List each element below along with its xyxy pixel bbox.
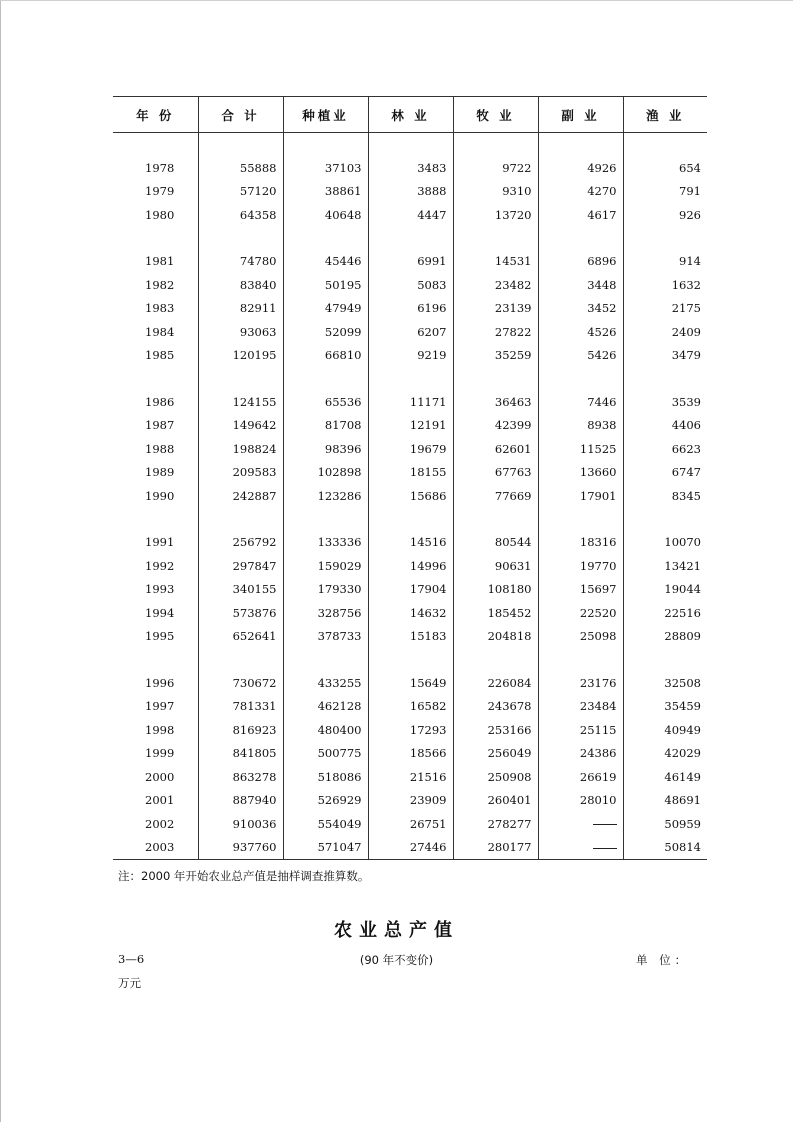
- animal-husbandry-cell: 256049: [453, 742, 538, 766]
- forestry-cell: 9219: [368, 344, 453, 368]
- table-row: [113, 671, 707, 695]
- group-gap: [113, 648, 707, 671]
- year-cell: 1991: [145, 535, 175, 550]
- total-cell: 652641: [198, 625, 283, 649]
- table-row: [113, 765, 707, 789]
- no-data-dash: [593, 848, 617, 849]
- year-cell: 1980: [145, 207, 175, 222]
- table-row: [113, 320, 707, 344]
- crops-cell: 480400: [283, 718, 368, 742]
- total-cell: 863278: [198, 765, 283, 789]
- header-crops: 种植业: [283, 97, 368, 133]
- group-gap: [113, 508, 707, 531]
- fishery-cell: 10070: [623, 531, 707, 555]
- table-row: [113, 718, 707, 742]
- total-cell: 730672: [198, 671, 283, 695]
- forestry-cell: 15686: [368, 484, 453, 508]
- animal-husbandry-cell: 280177: [453, 836, 538, 860]
- sideline-cell: [538, 836, 623, 860]
- forestry-cell: 15183: [368, 625, 453, 649]
- total-cell: 573876: [198, 601, 283, 625]
- header-forestry: 林 业: [368, 97, 453, 133]
- animal-husbandry-cell: 260401: [453, 789, 538, 813]
- crops-cell: 159029: [283, 554, 368, 578]
- year-cell: 1996: [145, 675, 175, 690]
- animal-husbandry-cell: 9310: [453, 180, 538, 204]
- forestry-cell: 11171: [368, 390, 453, 414]
- sideline-cell: 4926: [538, 156, 623, 180]
- animal-husbandry-cell: 77669: [453, 484, 538, 508]
- animal-husbandry-cell: 42399: [453, 414, 538, 438]
- table-footnote: 注：2000 年开始农业总产值是抽样调查推算数。: [118, 869, 370, 883]
- total-cell: 55888: [198, 156, 283, 180]
- header-sideline: 副 业: [538, 97, 623, 133]
- fishery-cell: 1632: [623, 273, 707, 297]
- forestry-cell: 14632: [368, 601, 453, 625]
- animal-husbandry-cell: 23139: [453, 297, 538, 321]
- next-table-title: 农业总产值: [334, 920, 459, 941]
- fishery-cell: 48691: [623, 789, 707, 813]
- table-row: [113, 554, 707, 578]
- crops-cell: 571047: [283, 836, 368, 860]
- total-cell: 887940: [198, 789, 283, 813]
- sideline-cell: 23484: [538, 695, 623, 719]
- sideline-cell: 28010: [538, 789, 623, 813]
- sideline-cell: 17901: [538, 484, 623, 508]
- forestry-cell: 6207: [368, 320, 453, 344]
- total-cell: 937760: [198, 836, 283, 860]
- table-row: [113, 250, 707, 274]
- animal-husbandry-cell: 80544: [453, 531, 538, 555]
- total-cell: 242887: [198, 484, 283, 508]
- animal-husbandry-cell: 36463: [453, 390, 538, 414]
- fishery-cell: 50814: [623, 836, 707, 860]
- year-cell: 1990: [145, 488, 175, 503]
- year-cell: 1985: [145, 348, 175, 363]
- year-cell: 1986: [145, 394, 175, 409]
- forestry-cell: 4447: [368, 203, 453, 227]
- table-row: [113, 789, 707, 813]
- total-cell: 816923: [198, 718, 283, 742]
- forestry-cell: 6196: [368, 297, 453, 321]
- total-cell: 256792: [198, 531, 283, 555]
- forestry-cell: 18155: [368, 461, 453, 485]
- total-cell: 841805: [198, 742, 283, 766]
- forestry-cell: 15649: [368, 671, 453, 695]
- year-cell: 1995: [145, 629, 175, 644]
- table-row: [113, 601, 707, 625]
- crops-cell: 102898: [283, 461, 368, 485]
- header-total: 合 计: [198, 97, 283, 133]
- table-row: [113, 344, 707, 368]
- total-cell: 82911: [198, 297, 283, 321]
- year-cell: 1978: [145, 160, 175, 175]
- year-cell: 1994: [145, 605, 175, 620]
- table-row: [113, 695, 707, 719]
- group-gap: [113, 227, 707, 250]
- table-row: [113, 297, 707, 321]
- table-row: [113, 531, 707, 555]
- sideline-cell: 4617: [538, 203, 623, 227]
- table-row: [113, 742, 707, 766]
- year-cell: 2001: [145, 793, 175, 808]
- year-cell: 2000: [145, 769, 175, 784]
- group-gap: [113, 367, 707, 390]
- sideline-cell: 11525: [538, 437, 623, 461]
- crops-cell: 52099: [283, 320, 368, 344]
- table-row: [113, 625, 707, 649]
- forestry-cell: 6991: [368, 250, 453, 274]
- animal-husbandry-cell: 35259: [453, 344, 538, 368]
- output-value-table-container: [113, 96, 707, 860]
- fishery-cell: 2175: [623, 297, 707, 321]
- sideline-cell: 26619: [538, 765, 623, 789]
- sideline-cell: [538, 812, 623, 836]
- forestry-cell: 3483: [368, 156, 453, 180]
- crops-cell: 133336: [283, 531, 368, 555]
- crops-cell: 378733: [283, 625, 368, 649]
- table-row: [113, 836, 707, 860]
- crops-cell: 518086: [283, 765, 368, 789]
- sideline-cell: 8938: [538, 414, 623, 438]
- total-cell: 74780: [198, 250, 283, 274]
- total-cell: 781331: [198, 695, 283, 719]
- crops-cell: 526929: [283, 789, 368, 813]
- table-row: [113, 273, 707, 297]
- year-cell: 1981: [145, 254, 175, 269]
- table-top-spacer: [113, 133, 707, 157]
- crops-cell: 40648: [283, 203, 368, 227]
- year-cell: 1983: [145, 301, 175, 316]
- fishery-cell: 914: [623, 250, 707, 274]
- year-cell: 1987: [145, 418, 175, 433]
- unit-label: 单 位：: [636, 953, 691, 967]
- fishery-cell: 50959: [623, 812, 707, 836]
- forestry-cell: 14996: [368, 554, 453, 578]
- crops-cell: 47949: [283, 297, 368, 321]
- forestry-cell: 17904: [368, 578, 453, 602]
- animal-husbandry-cell: 226084: [453, 671, 538, 695]
- sideline-cell: 15697: [538, 578, 623, 602]
- total-cell: 83840: [198, 273, 283, 297]
- crops-cell: 98396: [283, 437, 368, 461]
- fishery-cell: 46149: [623, 765, 707, 789]
- fishery-cell: 6623: [623, 437, 707, 461]
- sideline-cell: 4526: [538, 320, 623, 344]
- sideline-cell: 24386: [538, 742, 623, 766]
- fishery-cell: 2409: [623, 320, 707, 344]
- total-cell: 57120: [198, 180, 283, 204]
- sideline-cell: 3448: [538, 273, 623, 297]
- crops-cell: 45446: [283, 250, 368, 274]
- year-cell: 1999: [145, 746, 175, 761]
- next-table-number: 3—6: [118, 952, 145, 966]
- no-data-dash: [593, 824, 617, 825]
- page-top-edge: [0, 0, 793, 1]
- forestry-cell: 5083: [368, 273, 453, 297]
- forestry-cell: 26751: [368, 812, 453, 836]
- crops-cell: 554049: [283, 812, 368, 836]
- table-row: [113, 578, 707, 602]
- animal-husbandry-cell: 23482: [453, 273, 538, 297]
- year-cell: 1989: [145, 465, 175, 480]
- crops-cell: 38861: [283, 180, 368, 204]
- sideline-cell: 4270: [538, 180, 623, 204]
- sideline-cell: 13660: [538, 461, 623, 485]
- forestry-cell: 23909: [368, 789, 453, 813]
- animal-husbandry-cell: 67763: [453, 461, 538, 485]
- table-row: [113, 484, 707, 508]
- animal-husbandry-cell: 9722: [453, 156, 538, 180]
- animal-husbandry-cell: 204818: [453, 625, 538, 649]
- table-row: [113, 203, 707, 227]
- total-cell: 910036: [198, 812, 283, 836]
- sideline-cell: 7446: [538, 390, 623, 414]
- sideline-cell: 3452: [538, 297, 623, 321]
- year-cell: 1998: [145, 722, 175, 737]
- forestry-cell: 21516: [368, 765, 453, 789]
- next-table-subtitle: (90 年不变价): [359, 953, 434, 967]
- sideline-cell: 6896: [538, 250, 623, 274]
- fishery-cell: 791: [623, 180, 707, 204]
- crops-cell: 328756: [283, 601, 368, 625]
- animal-husbandry-cell: 108180: [453, 578, 538, 602]
- forestry-cell: 16582: [368, 695, 453, 719]
- table-row: [113, 414, 707, 438]
- fishery-cell: 8345: [623, 484, 707, 508]
- table-row: [113, 180, 707, 204]
- forestry-cell: 17293: [368, 718, 453, 742]
- table-row: [113, 812, 707, 836]
- crops-cell: 50195: [283, 273, 368, 297]
- total-cell: 297847: [198, 554, 283, 578]
- crops-cell: 462128: [283, 695, 368, 719]
- fishery-cell: 40949: [623, 718, 707, 742]
- fishery-cell: 4406: [623, 414, 707, 438]
- animal-husbandry-cell: 278277: [453, 812, 538, 836]
- animal-husbandry-cell: 62601: [453, 437, 538, 461]
- table-row: [113, 390, 707, 414]
- forestry-cell: 14516: [368, 531, 453, 555]
- year-cell: 1993: [145, 582, 175, 597]
- total-cell: 120195: [198, 344, 283, 368]
- crops-cell: 179330: [283, 578, 368, 602]
- total-cell: 149642: [198, 414, 283, 438]
- table-row: [113, 461, 707, 485]
- crops-cell: 81708: [283, 414, 368, 438]
- fishery-cell: 3539: [623, 390, 707, 414]
- forestry-cell: 27446: [368, 836, 453, 860]
- fishery-cell: 35459: [623, 695, 707, 719]
- total-cell: 209583: [198, 461, 283, 485]
- fishery-cell: 42029: [623, 742, 707, 766]
- sideline-cell: 19770: [538, 554, 623, 578]
- crops-cell: 66810: [283, 344, 368, 368]
- forestry-cell: 18566: [368, 742, 453, 766]
- year-cell: 2003: [113, 836, 198, 860]
- forestry-cell: 3888: [368, 180, 453, 204]
- fishery-cell: 3479: [623, 344, 707, 368]
- fishery-cell: 19044: [623, 578, 707, 602]
- total-cell: 93063: [198, 320, 283, 344]
- crops-cell: 37103: [283, 156, 368, 180]
- animal-husbandry-cell: 243678: [453, 695, 538, 719]
- year-cell: 1992: [145, 558, 175, 573]
- fishery-cell: 926: [623, 203, 707, 227]
- fishery-cell: 6747: [623, 461, 707, 485]
- year-cell: 1982: [145, 277, 175, 292]
- table-body: [113, 133, 707, 860]
- table-row: [113, 156, 707, 180]
- unit-value: 万元: [118, 976, 141, 990]
- header-animal-husbandry: 牧 业: [453, 97, 538, 133]
- crops-cell: 65536: [283, 390, 368, 414]
- sideline-cell: 25115: [538, 718, 623, 742]
- header-fishery: 渔 业: [623, 97, 707, 133]
- year-cell: 1984: [145, 324, 175, 339]
- sideline-cell: 18316: [538, 531, 623, 555]
- fishery-cell: 22516: [623, 601, 707, 625]
- table-row: [113, 437, 707, 461]
- total-cell: 198824: [198, 437, 283, 461]
- sideline-cell: 5426: [538, 344, 623, 368]
- animal-husbandry-cell: 13720: [453, 203, 538, 227]
- crops-cell: 123286: [283, 484, 368, 508]
- table-header-row: [113, 97, 707, 133]
- year-cell: 1988: [145, 441, 175, 456]
- output-value-table: [113, 96, 707, 860]
- year-cell: 1979: [145, 184, 175, 199]
- sideline-cell: 25098: [538, 625, 623, 649]
- total-cell: 64358: [198, 203, 283, 227]
- total-cell: 124155: [198, 390, 283, 414]
- animal-husbandry-cell: 90631: [453, 554, 538, 578]
- animal-husbandry-cell: 253166: [453, 718, 538, 742]
- crops-cell: 500775: [283, 742, 368, 766]
- forestry-cell: 12191: [368, 414, 453, 438]
- fishery-cell: 28809: [623, 625, 707, 649]
- fishery-cell: 32508: [623, 671, 707, 695]
- forestry-cell: 19679: [368, 437, 453, 461]
- animal-husbandry-cell: 27822: [453, 320, 538, 344]
- animal-husbandry-cell: 250908: [453, 765, 538, 789]
- sideline-cell: 23176: [538, 671, 623, 695]
- fishery-cell: 13421: [623, 554, 707, 578]
- year-cell: 1997: [145, 699, 175, 714]
- year-cell: 2002: [145, 816, 175, 831]
- animal-husbandry-cell: 14531: [453, 250, 538, 274]
- sideline-cell: 22520: [538, 601, 623, 625]
- header-year: 年 份: [113, 97, 198, 133]
- fishery-cell: 654: [623, 156, 707, 180]
- crops-cell: 433255: [283, 671, 368, 695]
- total-cell: 340155: [198, 578, 283, 602]
- animal-husbandry-cell: 185452: [453, 601, 538, 625]
